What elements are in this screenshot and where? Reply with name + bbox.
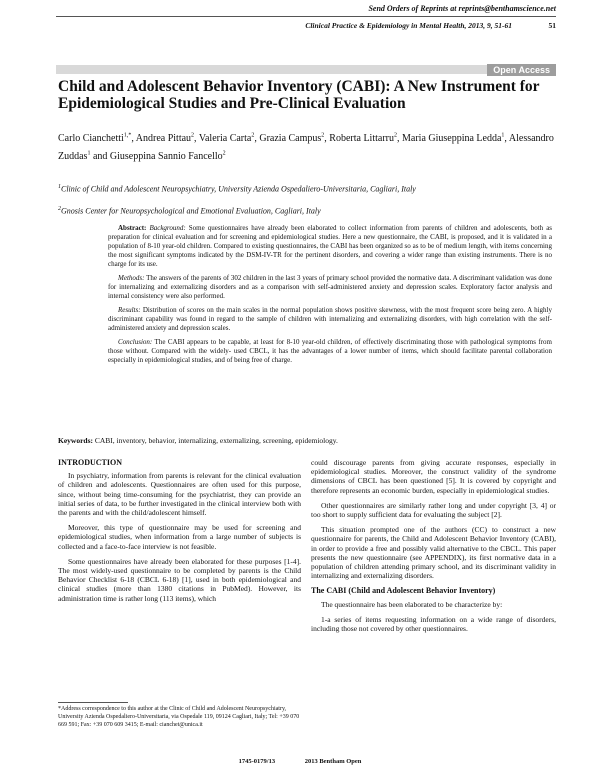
author-list [58,129,556,164]
author-6: Maria Giuseppina Ledda$^1$, [402,133,509,145]
paragraph: The questionnaire has been elaborated to be characterize by: [321,599,503,609]
open-access-bar [56,65,556,74]
journal-name: Clinical Practice & Epidemiology in Mental Health, 2013, 9, 51-61 [305,21,512,30]
abstract-conclusion: Conclusion: The CABI appears to be capable, at least for 8-10 year-old children, of effectively discriminating those with pathological symptoms from those without. Compared with the widely- used CBCL, it has the advantages of a lower number of items, which should facilitate parental collaboration especially in epidemiological studies, and of being free of charge. [108,338,552,364]
author-4: Grazia Campus$^2$, [259,133,330,145]
paragraph: Other questionnaires are similarly rather long and under copyright [3, 4] or too short to supply sufficient data for evaluating the subject [2]. [311,500,556,520]
author-5: Roberta Littarru$^2$, [329,133,402,145]
header-divider [56,16,556,17]
paragraph: Some questionnaires have already been elaborated for these purposes [1-4]. The most widely-used questionnaire to be completed by parents is the Child Behavior Checklist 6-18 (CBCL 6-18) [1], used in both epidemiological and clinical studies (more than 1380 citations in PubMed). However, its administration time is rather long (113 items), which [58,556,301,603]
body-column-right [311,458,556,639]
affiliation-1: $^1$Clinic of Child and Adolescent Neuropsychiatry, University Azienda Ospedaliero-Universitaria, Cagliari, Italy [58,184,416,194]
author-3: Valeria Carta$^2$, [198,133,260,145]
section-heading-introduction: INTRODUCTION [58,458,123,467]
correspondence-footnote: *Address correspondence to this author at the Clinic of Child and Adolescent Neuropsychiatry, University Azienda Ospedaliero-Universitaria, via Ospedale 119, 09124 Cagliari, Italy; Tel: +39 070 669 591; Fax: +39 070 609 3415; E-mail: cianchet@unica.it [58,706,300,728]
author-2: Andrea Pittau$^2$, [135,133,199,145]
abstract-methods: Methods: The answers of the parents of 302 children in the last 3 years of primary school provided the normative data. A discriminant validation was done for internalizing and externalizing disorders and as a comparison with self-administered anxiety and depression scales. Exploratory factor analysis and internal consistency were also performed. [108,274,553,300]
abstract-results: Results: Distribution of scores on the main scales in the normal population shows positive skewness, with the most frequent score being zero. A highly discriminant capability was found in regard to the sample of children with internalizing and externalizing disorders, with high correlation with the self-administered anxiety and depression scales. [108,306,552,332]
page-number: 51 [548,21,556,30]
open-access-badge: Open Access [487,64,556,76]
keywords: Keywords: CABI, inventory, behavior, internalizing, externalizing, screening, epidemiology. [58,436,338,445]
paragraph: This situation prompted one of the authors (CC) to construct a new questionnaire for parents, the Child and Adolescent Behavior Inventory (CABI), in order to provide a free and possibly valid alternative to the CBCL. This paper presents the new questionnaire (see APPENDIX), its first normative data in a population of children attending primary school, and its discriminant validity in internalizing and externalizing disorders. [311,525,556,581]
affiliation-2: $^2$Gnosis Center for Neuropsychological and Emotional Evaluation, Cagliari, Italy [58,206,321,216]
author-8: Giuseppina Sannio Fancello$^2$ [109,150,226,162]
article-title: Child and Adolescent Behavior Inventory (CABI): A New Instrument for Epidemiological Studies and Pre-Clinical Evaluation [58,78,540,112]
reprint-notice: Send Orders of Reprints at reprints@benthamscience.net [368,4,556,13]
abstract-background: Abstract: Background: Some questionnaires have already been elaborated to collect information from parents of children and adolescents, both as preparation for clinical evaluation and for screening and epidemiological studies. Here a new questionnaire, the CABI, is proposed, and it is validated in a population of 8-10 year-old children. Compared to existing questionnaires, the CABI has been organized so as to be of medium length, with items concerning the most significant symptoms indicated by the DSM-IV-TR for the pertinent disorders, and covering a wider range than existing instruments. There is no charge for its use. [108,224,553,268]
paragraph: Moreover, this type of questionnaire may be used for screening and epidemiological studies, when information from a large number of subjects is collected and a face-to-face interview is not feasible. [58,523,301,551]
page-footer [0,758,600,765]
section-heading-cabi: The CABI (Child and Adolescent Behavior Inventory) [311,586,496,596]
publisher: 2013 Bentham Open [304,758,362,765]
author-7: Alessandro Zuddas$^1$ and [58,133,554,162]
footnote-divider [58,702,128,703]
abstract [108,224,552,370]
author-1: Carlo Cianchetti$^{1,*}$, [58,133,136,145]
paragraph: 1-a series of items requesting information on a wide range of disorders, including those not covered by other questionnaires. [311,614,556,634]
body-column-left [58,458,301,609]
issn: 1745-0179/13 [238,758,276,765]
journal-citation [0,21,556,30]
paragraph: In psychiatry, information from parents is relevant for the clinical evaluation of children and adolescents. Questionnaires are often used for this purpose, since, without being time-consuming for the psychiatrist, they can provide an initial series of data, to be further investigated in the clinical interview both with the parents and with the child/adolescent himself. [58,471,301,518]
paragraph: could discourage parents from giving accurate responses, especially in epidemiological studies. Moreover, the construct validity of the syndrome dimensions of CBCL has been questioned [5]. It is covered by copyright and therefore represents an economic burden, especially in epidemiological studies. [311,458,556,495]
